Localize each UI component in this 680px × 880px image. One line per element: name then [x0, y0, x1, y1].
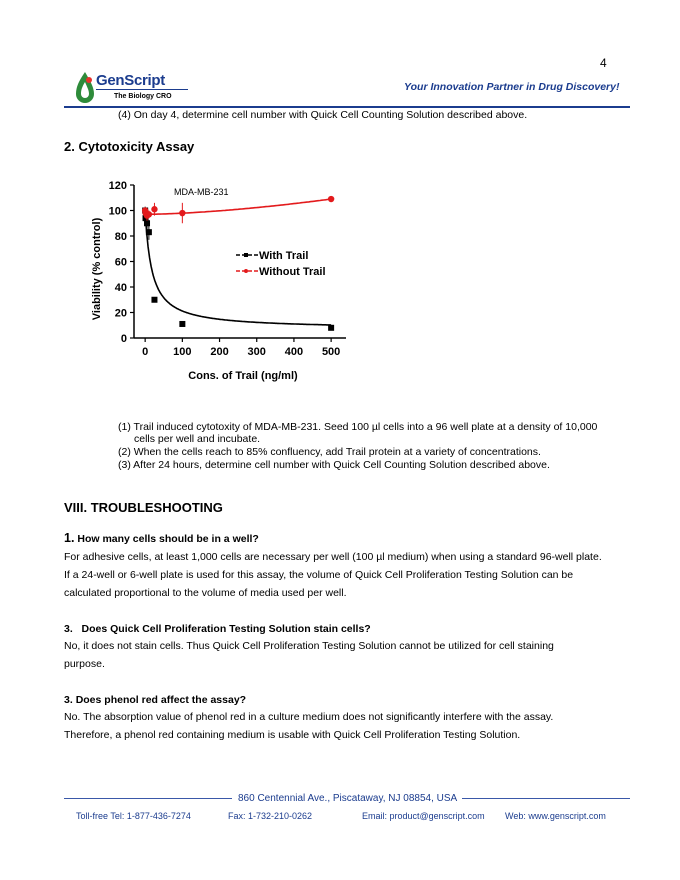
faq-1-answer — [64, 548, 644, 602]
faq-2-line-2: purpose. — [64, 658, 105, 670]
faq-3-line-2: Therefore, a phenol red containing medium is usable with Quick Cell Proliferation Testing Solution. — [64, 729, 521, 741]
y-tick-label: 80 — [114, 231, 127, 243]
x-tick-label: 100 — [173, 346, 192, 358]
faq-1-line-3: calculated proportional to the volume of media used per well. — [64, 587, 347, 599]
footer-email[interactable]: Email: product@genscript.com — [362, 811, 485, 821]
y-tick-label: 20 — [114, 307, 127, 320]
footer-web[interactable]: Web: www.genscript.com — [505, 811, 606, 821]
section-title-cytotoxicity: 2. Cytotoxicity Assay — [64, 139, 195, 154]
footer-rule-left — [64, 798, 232, 799]
header-rule — [64, 106, 630, 108]
faq-1-number: 1. — [64, 531, 75, 545]
top-step: (4) On day 4, determine cell number with Quick Cell Counting Solution described above. — [118, 109, 528, 121]
footer-address: 860 Centennial Ave., Piscataway, NJ 08854, USA — [238, 793, 458, 804]
chart-legend — [236, 250, 326, 278]
faq-2-answer — [64, 637, 644, 673]
step-1: (1) Trail induced cytotoxity of MDA-MB-231. Seed 100 µl cells into a 96 well plate at a density of 10,000 — [118, 421, 598, 433]
faq-3-question — [64, 694, 246, 706]
faq-1-line-1: For adhesive cells, at least 1,000 cells are necessary per well (100 µl medium) when using a standard 96-well plate. — [64, 551, 602, 563]
faq-1-text: How many cells should be in a well? — [77, 533, 259, 545]
data-point-with-trail — [328, 325, 334, 331]
footer-fax: Fax: 1-732-210-0262 — [228, 811, 313, 821]
data-point-without-trail — [146, 211, 152, 217]
step-2: (2) When the cells reach to 85% confluency, add Trail protein at a variety of concentrations. — [118, 446, 541, 458]
y-tick-label: 100 — [108, 205, 127, 218]
faq-2-text: Does Quick Cell Proliferation Testing Solution stain cells? — [81, 623, 371, 635]
legend-with-trail: With Trail — [259, 250, 309, 262]
x-tick-label: 0 — [142, 346, 149, 358]
data-point-without-trail — [328, 196, 334, 202]
data-point-without-trail — [151, 206, 157, 212]
brand-name: GenScript — [96, 72, 165, 89]
data-point-with-trail — [179, 321, 185, 327]
faq-2-question — [64, 623, 371, 635]
y-tick-label: 120 — [108, 180, 127, 192]
chart-marks — [142, 196, 334, 331]
chart-xlabel: Cons. of Trail (ng/ml) — [188, 370, 298, 382]
faq-1-question — [64, 531, 259, 545]
data-point-with-trail — [151, 297, 157, 303]
data-point-without-trail — [179, 210, 185, 216]
legend-without-trail: Without Trail — [259, 266, 326, 278]
y-tick-label: 40 — [114, 282, 127, 294]
x-tick-label: 500 — [321, 346, 341, 358]
cytotoxicity-chart — [86, 175, 376, 390]
y-tick-label: 0 — [120, 333, 127, 345]
chart-fit-lines — [145, 199, 331, 325]
faq-1-line-2: If a 24-well or 6-well plate is used for this assay, the volume of Quick Cell Proliferation Testing Solution can be — [64, 569, 574, 581]
faq-2-line-1: No, it does not stain cells. Thus Quick Cell Proliferation Testing Solution cannot be utilized for cell staining — [64, 640, 554, 652]
faq-3-answer — [64, 708, 644, 744]
footer-tel: Toll-free Tel: 1-877-436-7274 — [76, 811, 191, 821]
genscript-logo-icon — [74, 70, 96, 106]
brand-underline — [96, 89, 188, 90]
fit-without-trail — [145, 199, 331, 214]
step-1-cont: cells per well and incubate. — [134, 433, 261, 445]
chart-title: MDA-MB-231 — [174, 187, 229, 197]
chart-ylabel: Viability (% control) — [91, 217, 103, 321]
troubleshooting-title: VIII. TROUBLESHOOTING — [64, 500, 223, 515]
step-3: (3) After 24 hours, determine cell number with Quick Cell Counting Solution described above. — [118, 459, 550, 471]
x-tick-label: 400 — [284, 346, 304, 358]
page-number: 4 — [600, 56, 607, 70]
brand-subtitle: The Biology CRO — [114, 93, 172, 100]
faq-3-number: 3. — [64, 694, 73, 706]
faq-3-text: Does phenol red affect the assay? — [75, 694, 247, 706]
faq-3-line-1: No. The absorption value of phenol red in a culture medium does not significantly interfere with the assay. — [64, 711, 554, 723]
x-tick-label: 200 — [210, 346, 229, 358]
data-point-with-trail — [146, 229, 152, 235]
footer-rule-right — [462, 798, 630, 799]
faq-2-number: 3. — [64, 623, 73, 635]
header-tagline: Your Innovation Partner in Drug Discovery! — [404, 81, 620, 93]
x-tick-label: 300 — [247, 346, 266, 358]
y-tick-label: 60 — [114, 256, 127, 269]
